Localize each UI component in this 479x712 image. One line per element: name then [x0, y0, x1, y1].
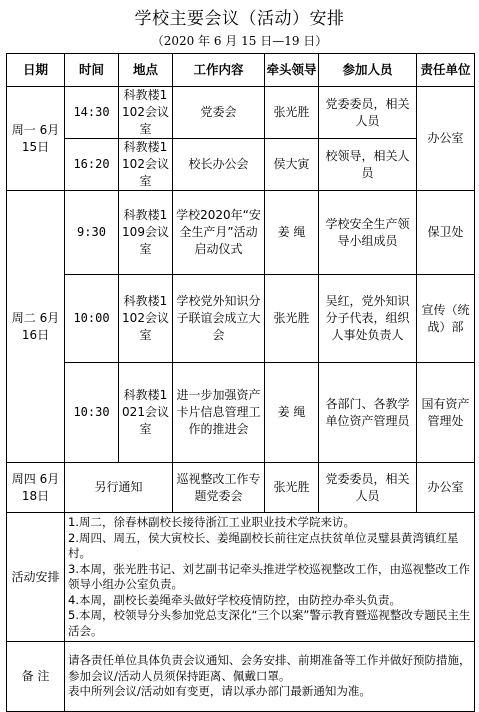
date-cell: 周一 6月15日 [7, 87, 65, 191]
content-cell: 党委会 [173, 87, 265, 139]
lead-cell: 张光胜 [265, 463, 319, 513]
time-cell: 16:20 [65, 139, 119, 191]
table-row [7, 275, 475, 363]
date-cell: 周二 6月16日 [7, 191, 65, 463]
unit-cell: 国有资产管理处 [417, 363, 475, 463]
activities-label: 活动安排 [7, 513, 65, 642]
note-line: 请各责任单位具体负责会议通知、会务安排、前期准备等工作并做好预防措施，参加会议/活动人员须保持距离、佩戴口罩。 [68, 653, 471, 683]
table-row [7, 87, 475, 139]
activities-row [7, 513, 475, 642]
list-item: 4.本周，副校长姜绳牵头做好学校疫情防控，由防控办牵头负责。 [68, 592, 401, 607]
place-cell: 科教楼1109会议室 [119, 191, 173, 275]
schedule-table [6, 53, 475, 712]
note-line: 表中所列会议/活动如有变更，请以承办部门最新通知为准。 [68, 684, 371, 699]
table-row [7, 363, 475, 463]
time-cell: 10:00 [65, 275, 119, 363]
place-cell: 科教楼1021会议室 [119, 363, 173, 463]
table-row [7, 463, 475, 513]
lead-cell: 姜 绳 [265, 363, 319, 463]
content-cell: 进一步加强资产卡片信息管理工作的推进会 [173, 363, 265, 463]
time-cell: 9:30 [65, 191, 119, 275]
list-item: 1.周二，徐春林副校长接待浙江工业职业技术学院来访。 [68, 515, 355, 529]
lead-cell: 侯大寅 [265, 139, 319, 191]
activities-list [65, 513, 475, 642]
unit-cell: 办公室 [417, 87, 475, 191]
place-cell: 科教楼1102会议室 [119, 139, 173, 191]
list-item: 5.本周，校领导分头参加党总支深化“三个以案”警示教育暨巡视整改专题民主生活会。 [68, 608, 471, 638]
lead-cell: 张光胜 [265, 275, 319, 363]
date-cell: 周四 6月18日 [7, 463, 65, 513]
participants-cell: 各部门、各教学单位资产管理员 [319, 363, 417, 463]
time-cell: 10:30 [65, 363, 119, 463]
content-cell: 学校党外知识分子联谊会成立大会 [173, 275, 265, 363]
table-row [7, 139, 475, 191]
table-row [7, 191, 475, 275]
header-content: 工作内容 [173, 54, 265, 87]
document-title: 学校主要会议（活动）安排 [134, 9, 345, 29]
unit-cell: 宣传（统战）部 [417, 275, 475, 363]
time-place-cell: 另行通知 [65, 463, 173, 513]
header-row [7, 54, 475, 87]
time-cell: 14:30 [65, 87, 119, 139]
header-date: 日期 [7, 54, 65, 87]
participants-cell: 学校安全生产领导小组成员 [319, 191, 417, 275]
place-cell: 科教楼1102会议室 [119, 275, 173, 363]
header-lead: 牵头领导 [265, 54, 319, 87]
unit-cell: 保卫处 [417, 191, 475, 275]
list-item: 2.周四、周五，侯大寅校长、姜绳副校长前往定点扶贫单位灵璧县黄湾镇红星村。 [68, 530, 459, 560]
notes-row [7, 642, 475, 712]
participants-cell: 党委委员，相关人员 [319, 87, 417, 139]
lead-cell: 张光胜 [265, 87, 319, 139]
participants-cell: 吴红，党外知识分子代表，组织人事处负责人 [319, 275, 417, 363]
lead-cell: 姜 绳 [265, 191, 319, 275]
content-cell: 学校2020年“安全生产月”活动启动仪式 [173, 191, 265, 275]
place-cell: 科教楼1102会议室 [119, 87, 173, 139]
content-cell: 巡视整改工作专题党委会 [173, 463, 265, 513]
content-cell: 校长办公会 [173, 139, 265, 191]
date-range-subtitle: （2020 年 6 月 15 日—19 日） [151, 34, 328, 48]
unit-cell: 办公室 [417, 463, 475, 513]
header-participants: 参加人员 [319, 54, 417, 87]
list-item: 3.本周，张光胜书记、刘艺副书记牵头推进学校巡视整改工作，由巡视整改工作领导小组办公室负责。 [68, 561, 470, 591]
header-time: 时间 [65, 54, 119, 87]
notes-content [65, 642, 475, 712]
participants-cell: 校领导，相关人员 [319, 139, 417, 191]
header-place: 地点 [119, 54, 173, 87]
notes-label: 备 注 [7, 642, 65, 712]
participants-cell: 党委委员，相关人员 [319, 463, 417, 513]
header-unit: 责任单位 [417, 54, 475, 87]
